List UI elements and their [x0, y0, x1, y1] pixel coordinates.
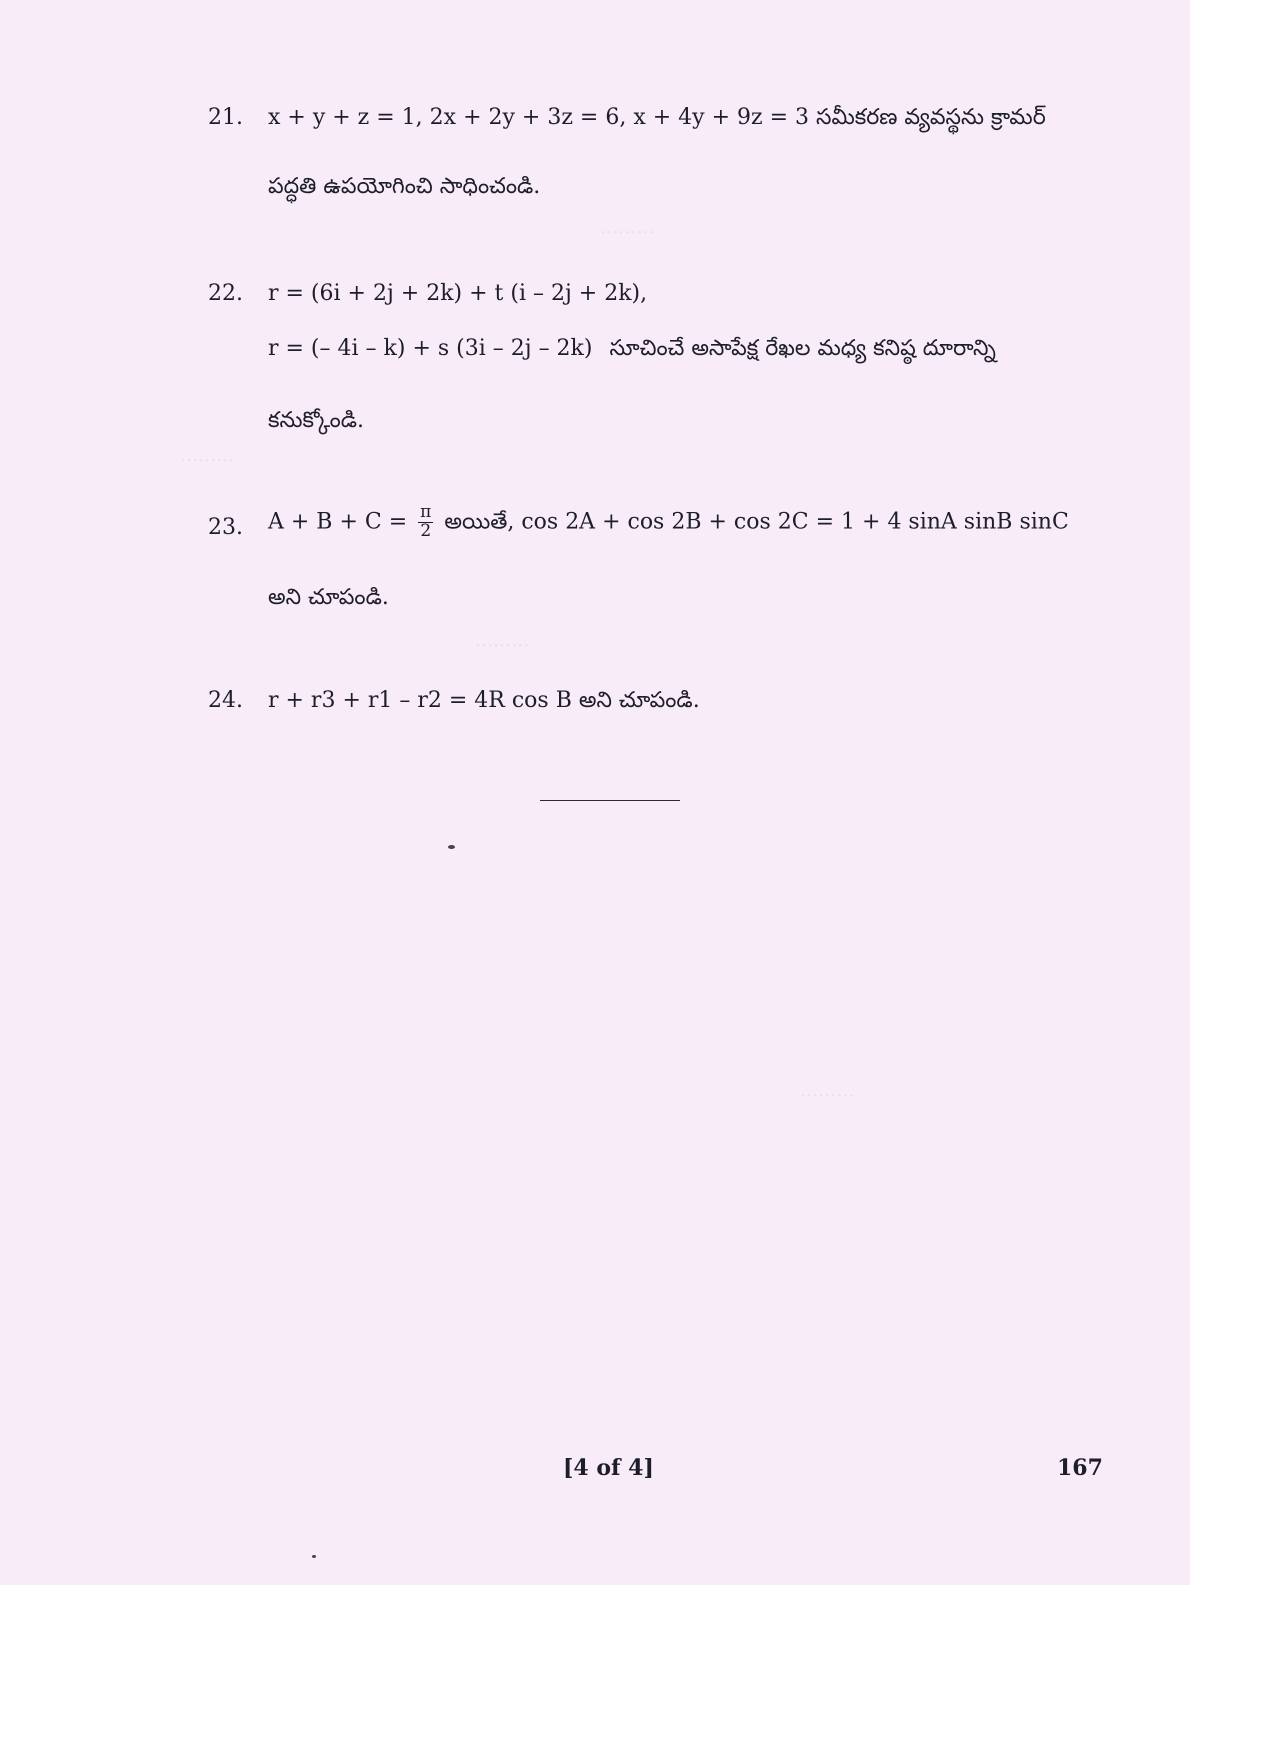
fraction-denominator: 2 — [420, 520, 432, 541]
question-text-line-1: r = (6i + 2j + 2k) + t (i – 2j + 2k), — [268, 281, 648, 306]
question-text: A + B + C = — [268, 509, 408, 535]
question-text-line-1: r + r3 + r1 – r2 = 4R cos B అని చూపండి. — [268, 688, 700, 713]
question-text-line-3: కనుక్కోండి. — [268, 408, 365, 433]
scan-speck — [448, 845, 455, 849]
question-text-line-2: అని చూపండి. — [268, 585, 389, 610]
question-text-line-2: పద్ధతి ఉపయోగించి సాధించండి. — [268, 174, 541, 199]
question-text-line-1: x + y + z = 1, 2x + 2y + 3z = 6, x + 4y + 9z = 3 సమీకరణ వ్యవస్థను క్రామర్ — [268, 105, 1046, 130]
fraction — [418, 504, 433, 541]
question-number: 21. — [208, 105, 243, 130]
end-divider — [540, 800, 680, 801]
bleed-through-text: ········· — [475, 635, 530, 657]
vector-line-equation: r = (– 4i – k) + s (3i – 2j – 2k) — [268, 336, 593, 361]
bleed-through-text: ········· — [800, 1085, 855, 1107]
bleed-through-text: ········· — [600, 222, 655, 244]
paper-code: 167 — [1057, 1455, 1103, 1481]
question-number: 22. — [208, 281, 243, 306]
page-number-label: [4 of 4] — [563, 1455, 654, 1481]
question-text: సూచించే అసాపేక్ష రేఖల మధ్య కనిష్ఠ దూరాన్ని — [609, 336, 996, 361]
question-number: 23. — [208, 515, 243, 540]
fraction-numerator: π — [420, 502, 432, 522]
bleed-through-text: ········· — [180, 450, 235, 472]
question-text-line-1 — [268, 504, 1069, 541]
question-text: అయితే, cos 2A + cos 2B + cos 2C = 1 + 4 sinA sinB sinC — [444, 509, 1069, 535]
question-text-line-2 — [268, 338, 996, 360]
question-number: 24. — [208, 688, 243, 713]
scan-speck — [312, 1555, 316, 1558]
